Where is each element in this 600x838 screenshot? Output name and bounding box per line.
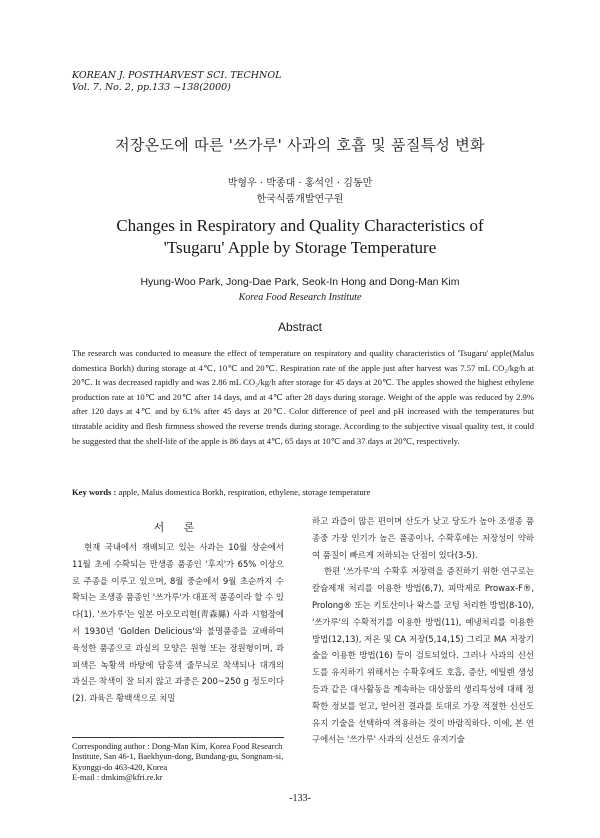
- keywords: [72, 486, 534, 498]
- body-paragraph: 현재 국내에서 재배되고 있는 사과는 10월 상순에서 11월 초에 수확되는 만생종 품종인 '후지'가 65% 이상으로 주종을 이루고 있으며, 8월 중순에서 9월 초순까지 수확되는 조생종 품종인 '쓰가루'가 대표적 품종이라 할 수 있다(1). '쓰가루'는 일본 아오모리현(靑森縣) 사과 시험장에서 1930년 'Golden Delicious'와 불명품종을 교배하여 육성한 품종으로 과실의 모양은 원형 또는 장원형이며, 과피색은 녹황색 바탕에 담홍색 줄무늬로 착색되나 대개의 과실은 착색이 잘 되지 않고 과중은 200~250 g 정도이다(2). 과육은 황백색으로 치밀: [72, 542, 284, 704]
- abstract-text: The research was conducted to measure the effect of temperature on respiratory and quality characteristics of 'Tsugaru' apple(Malus domestica Borkh) during storage at 4℃, 10℃ and 20℃. Respiration rate of the apple just after harvest was 7.57 mL CO₂/kg/h at 20℃. It was decreased rapidly and was 2.86 mL CO₂/kg/h after storage for 45 days at 20℃. The apples showed the highest ethylene production rate at 10℃ and 20℃ after 14 days, and at 4℃ after 28 days during storage. Weight of the apple was reduced by 2.9% after 120 days at 4℃ and by 6.1% after 45 days at 20℃. Color difference of peel and pH increased with the temperatures but titratable acidity and flesh firmness showed the reverse trends during storage. According to the subjective visual quality test, it could be suggested that the shelf-life of the apple is 86 days at 4℃, 65 days at 10℃ and 37 days at 20℃, respectively.: [72, 348, 534, 446]
- section-heading-introduction: 서 론: [153, 521, 203, 534]
- keywords-text: apple, Malus domestica Borkh, respiration, ethylene, storage temperature: [118, 487, 371, 497]
- keywords-label: Key words :: [72, 487, 117, 497]
- footnote-author: Corresponding author : Dong-Man Kim, Korea Food Research Institute, San 46-1, Baekhyun-dong, Bundang-gu, Songnam-si, Kyonggi-do 463-420, Korea: [72, 742, 284, 772]
- footnote: [72, 742, 284, 784]
- journal-header: [72, 70, 281, 94]
- page-number: -133-: [289, 793, 311, 804]
- title-korean: 저장온도에 따른 '쓰가루' 사과의 호흡 및 품질특성 변화: [115, 136, 485, 154]
- journal-volume: Vol. 7. No. 2, pp.133 ~138(2000): [72, 82, 231, 93]
- body-left-column: [72, 539, 284, 707]
- body-paragraph: 한편 '쓰가루'의 수확후 저장력을 증진하기 위한 연구로는 칼슘제재 처리를 이용한 방법(6,7), 피막제로 Prowax-F®, Prolong® 또는 키토산이나 왁스를 코팅 처리한 방법(8-10), '쓰가루'의 수확적기를 이용한 방법(11), 예냉처리를 이용한 방법(12,13), 저온 및 CA 저장(5,14,15) 그리고 MA 저장기술을 이용한 방법(16) 등이 검토되었다. 그러나 사과의 신선도를 유지하기 위해서는 수확후에도 호흡, 증산, 에틸렌 생성 등과 같은 대사활동을 계속하는 대상물의 생리특성에 대해 정확한 정보를 얻고, 얻어진 결과를 토대로 가장 적절한 신선도 유지 기술을 선택하여 적용하는 것이 바람직하다. 이에, 본 연구에서는 '쓰가루' 사과의 신선도 유지기술: [312, 566, 534, 745]
- body-paragraph: 하고 과즙이 많은 편이며 산도가 낮고 당도가 높아 조생종 품종중 가장 인기가 높은 품종이나, 수확후에는 저장성이 약하여 품질이 빠르게 저하되는 단점이 있다(3-5).: [312, 516, 534, 560]
- abstract-heading: Abstract: [277, 320, 322, 334]
- body-right-column: [312, 513, 534, 748]
- title-english-line1: Changes in Respiratory and Quality Characteristics of: [116, 216, 484, 235]
- title-english: [0, 215, 600, 259]
- authors-english: Hyung-Woo Park, Jong-Dae Park, Seok-In Hong and Dong-Man Kim: [140, 276, 460, 288]
- title-english-line2: 'Tsugaru' Apple by Storage Temperature: [163, 238, 437, 257]
- affiliation-korean: 한국식품개발연구원: [256, 194, 344, 205]
- footnote-email: E-mail : dmkim@kfri.re.kr: [72, 773, 163, 783]
- authors-korean: 박형우 · 박종대 · 홍석인 · 김동만: [227, 178, 373, 189]
- journal-name: KOREAN J. POSTHARVEST SCI. TECHNOL: [72, 70, 282, 81]
- footnote-divider: [72, 737, 284, 738]
- affiliation-english: Korea Food Research Institute: [238, 292, 362, 303]
